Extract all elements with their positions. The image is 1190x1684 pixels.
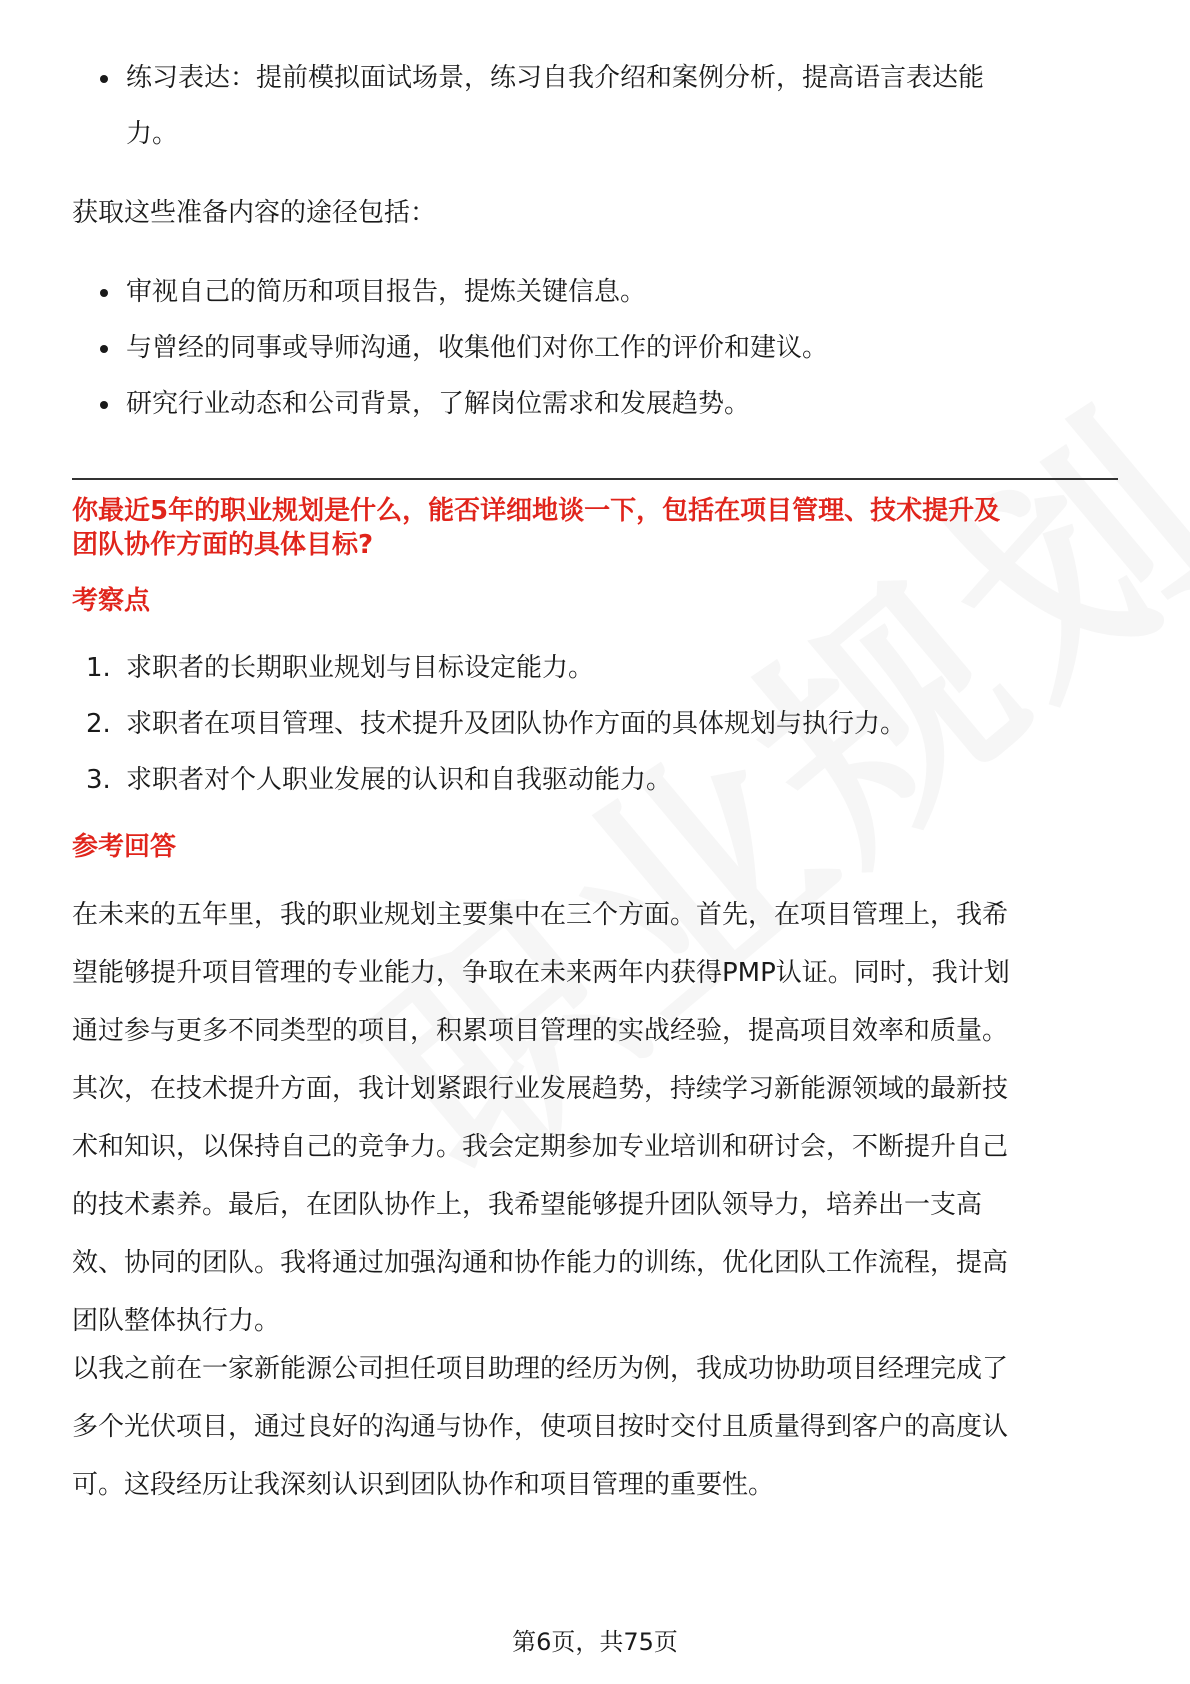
list-item bbox=[72, 752, 1118, 808]
sources-list bbox=[72, 264, 1118, 432]
list-number: 3. bbox=[86, 765, 111, 795]
list-item bbox=[72, 376, 1118, 432]
list-item-text: 求职者在项目管理、技术提升及团队协作方面的具体规划与执行力。 bbox=[126, 709, 907, 739]
paragraph-line: 通过参与更多不同类型的项目，积累项目管理的实战经验，提高项目效率和质量。 bbox=[72, 1016, 1009, 1046]
answer-paragraph-1 bbox=[72, 886, 1118, 1350]
bullet-dot-icon bbox=[100, 345, 108, 353]
list-item bbox=[72, 320, 1118, 376]
paragraph-line: 望能够提升项目管理的专业能力，争取在未来两年内获得PMP认证。同时，我计划 bbox=[72, 958, 1010, 988]
list-item-text: 审视自己的简历和项目报告，提炼关键信息。 bbox=[126, 277, 647, 307]
paragraph-line: 多个光伏项目，通过良好的沟通与协作，使项目按时交付且质量得到客户的高度认 bbox=[72, 1412, 1009, 1442]
question-heading bbox=[72, 494, 1118, 562]
list-item-text-line: 练习表达：提前模拟面试场景，练习自我介绍和案例分析，提高语言表达能 bbox=[126, 63, 985, 93]
bullet-dot-icon bbox=[100, 289, 108, 297]
question-line: 你最近5年的职业规划是什么，能否详细地谈一下，包括在项目管理、技术提升及 bbox=[72, 496, 1001, 526]
bullet-dot-icon bbox=[100, 401, 108, 409]
top-bullet-list bbox=[72, 50, 1118, 162]
list-item-text: 求职者对个人职业发展的认识和自我驱动能力。 bbox=[126, 765, 673, 795]
document-page bbox=[72, 0, 1118, 1684]
list-item-text-line: 力。 bbox=[126, 119, 179, 149]
answer-paragraph-2 bbox=[72, 1340, 1118, 1514]
page-footer: 第6页，共75页 bbox=[512, 1628, 678, 1656]
paragraph-line: 术和知识，以保持自己的竞争力。我会定期参加专业培训和研讨会，不断提升自己 bbox=[72, 1132, 1009, 1162]
answer-heading: 参考回答 bbox=[72, 832, 177, 862]
list-item-text: 求职者的长期职业规划与目标设定能力。 bbox=[126, 653, 595, 683]
focus-heading: 考察点 bbox=[72, 586, 151, 616]
paragraph-line: 团队整体执行力。 bbox=[72, 1306, 281, 1336]
list-item bbox=[72, 50, 1118, 162]
paragraph-line: 的技术素养。最后，在团队协作上，我希望能够提升团队领导力，培养出一支高 bbox=[72, 1190, 983, 1220]
list-item bbox=[72, 696, 1118, 752]
paragraph-line: 在未来的五年里，我的职业规划主要集中在三个方面。首先，在项目管理上，我希 bbox=[72, 900, 1009, 930]
paragraph-line: 以我之前在一家新能源公司担任项目助理的经历为例，我成功协助项目经理完成了 bbox=[72, 1354, 1009, 1384]
list-number: 2. bbox=[86, 709, 111, 739]
list-item-text: 与曾经的同事或导师沟通，收集他们对你工作的评价和建议。 bbox=[126, 333, 829, 363]
list-item bbox=[72, 264, 1118, 320]
paragraph-line: 其次，在技术提升方面，我计划紧跟行业发展趋势，持续学习新能源领域的最新技 bbox=[72, 1074, 1009, 1104]
sources-intro: 获取这些准备内容的途径包括： bbox=[72, 198, 437, 228]
paragraph-line: 效、协同的团队。我将通过加强沟通和协作能力的训练，优化团队工作流程，提高 bbox=[72, 1248, 1009, 1278]
focus-list bbox=[72, 640, 1118, 808]
paragraph-line: 可。这段经历让我深刻认识到团队协作和项目管理的重要性。 bbox=[72, 1470, 775, 1500]
section-divider bbox=[72, 478, 1118, 480]
list-item bbox=[72, 640, 1118, 696]
list-number: 1. bbox=[86, 653, 111, 683]
question-line: 团队协作方面的具体目标? bbox=[72, 530, 374, 560]
list-item-text: 研究行业动态和公司背景，了解岗位需求和发展趋势。 bbox=[126, 389, 751, 419]
bullet-dot-icon bbox=[100, 75, 108, 83]
